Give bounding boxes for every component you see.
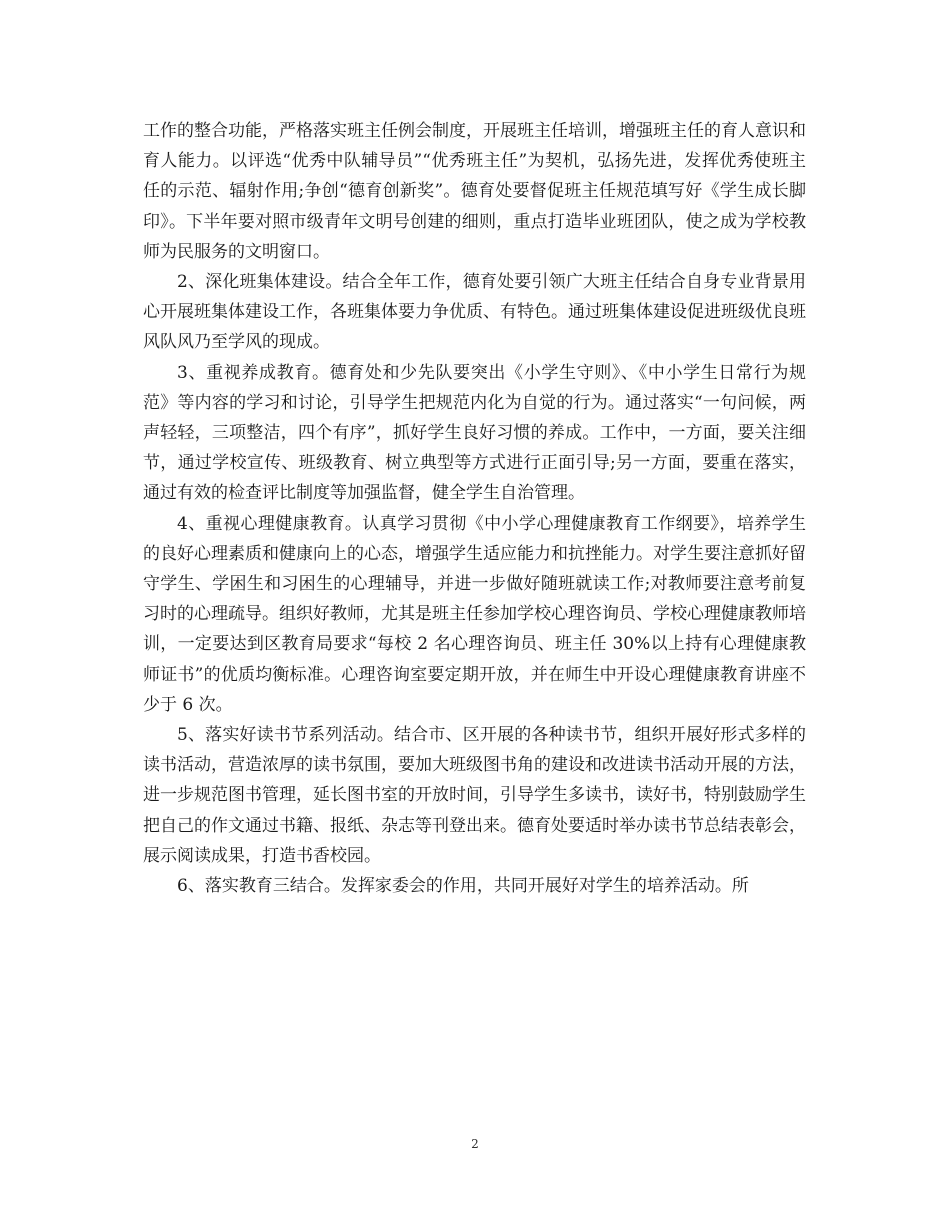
paragraph-item-2: 2、深化班集体建设。结合全年工作，德育处要引领广大班主任结合自身专业背景用心开展班集体建设工作，各班集体要力争优质、有特色。通过班集体建设促进班级优良班风队风乃至学风的现成。 bbox=[143, 272, 806, 353]
paragraph-item-4: 4、重视心理健康教育。认真学习贯彻《中小学心理健康教育工作纲要》，培养学生的良好心理素质和健康向上的心态，增强学生适应能力和抗挫能力。对学生要注意抓好留守学生、学困生和习困生的心理辅导，并进一步做好随班就读工作;对教师要注意考前复习时的心理疏导。组织好教师，尤其是班主任参加学校心理咨询员、学校心理健康教师培训，一定要达到区教育局要求“每校 2 名心理咨询员、班主任 30%以上持有心理健康教师证书”的优质均衡标准。心理咨询室要定期开放，并在师生中开设心理健康教育讲座不少于 6 次。 bbox=[143, 513, 806, 715]
paragraph-item-6: 6、落实教育三结合。发挥家委会的作用，共同开展好对学生的培养活动。所 bbox=[177, 876, 749, 897]
paragraph-item-5: 5、落实好读书节系列活动。结合市、区开展的各种读书节，组织开展好形式多样的读书活动，营造浓厚的读书氛围，要加大班级图书角的建设和改进读书活动开展的方法，进一步规范图书管理，延长图书室的开放时间，引导学生多读书，读好书，特别鼓励学生把自己的作文通过书籍、报纸、杂志等刊登出来。德育处要适时举办读书节总结表彰会，展示阅读成果，打造书香校园。 bbox=[143, 725, 806, 866]
paragraph-continuation: 工作的整合功能，严格落实班主任例会制度，开展班主任培训，增强班主任的育人意识和育人能力。以评选“优秀中队辅导员”“优秀班主任”为契机，弘扬先进，发挥优秀使班主任的示范、辐射作用;争创“德育创新奖”。德育处要督促班主任规范填写好《学生成长脚印》。下半年要对照市级青年文明号创建的细则，重点打造毕业班团队，使之成为学校教师为民服务的文明窗口。 bbox=[143, 121, 806, 262]
page-number: 2 bbox=[471, 1137, 479, 1151]
paragraph-item-3: 3、重视养成教育。德育处和少先队要突出《小学生守则》、《中小学生日常行为规范》等内容的学习和讨论，引导学生把规范内化为自觉的行为。通过落实“一句问候，两声轻轻，三项整洁，四个有序”，抓好学生良好习惯的养成。工作中，一方面，要关注细节，通过学校宣传、班级教育、树立典型等方式进行正面引导;另一方面，要重在落实，通过有效的检查评比制度等加强监督，健全学生自治管理。 bbox=[143, 362, 806, 504]
document-body bbox=[143, 116, 806, 901]
